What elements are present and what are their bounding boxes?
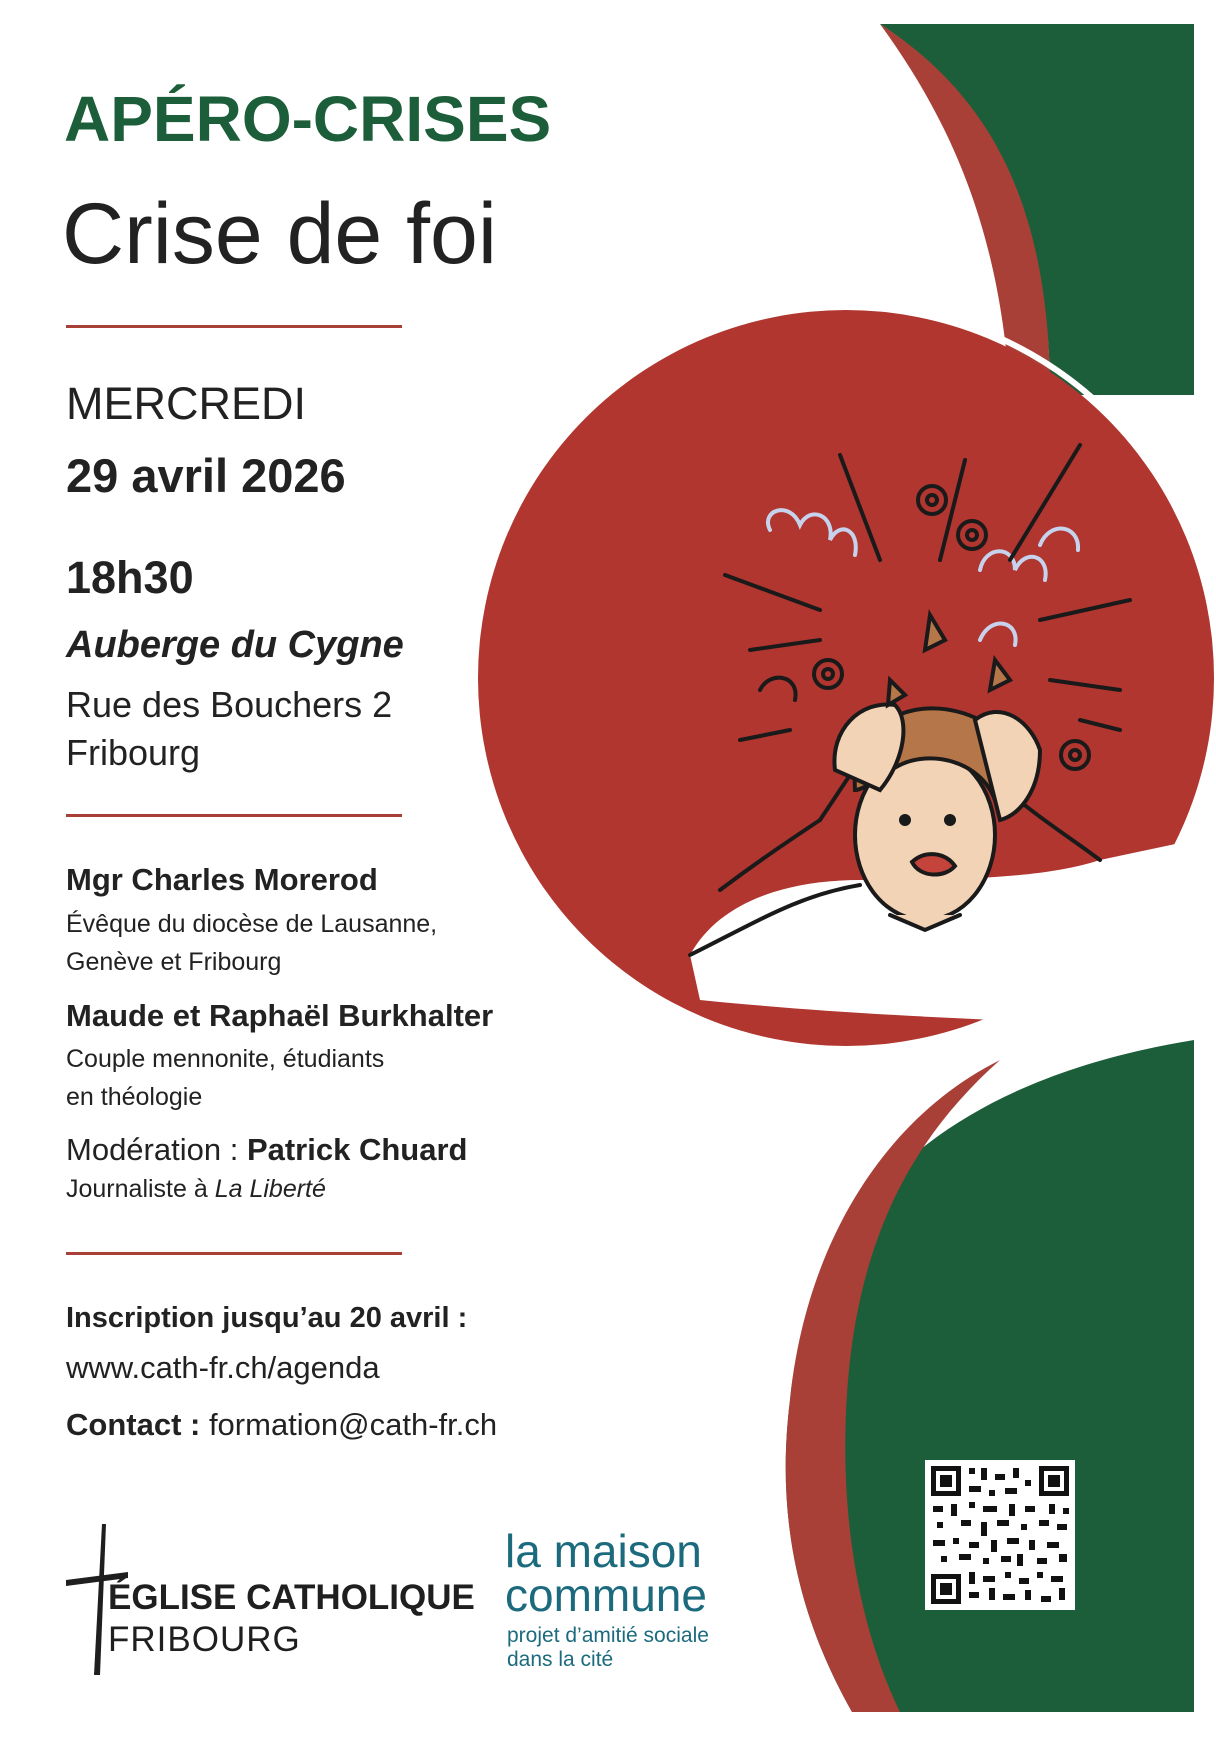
speaker-1-role-line2: Genève et Fribourg [66, 948, 282, 976]
page-title: Crise de foi [62, 186, 497, 282]
qr-code-icon[interactable] [925, 1460, 1075, 1610]
event-day: MERCREDI [66, 378, 307, 429]
moderation-label: Modération : [66, 1132, 247, 1167]
moderator-name: Patrick Chuard [246, 1132, 468, 1167]
registration-label: Inscription jusqu’au 20 avril : [66, 1302, 468, 1334]
speaker-2-name: Maude et Raphaël Burkhalter [66, 998, 494, 1033]
maison-logo-line1: la maison [505, 1525, 702, 1577]
event-venue: Auberge du Cygne [66, 624, 404, 666]
divider-1 [66, 325, 402, 328]
event-time: 18h30 [66, 552, 194, 603]
registration-url[interactable]: www.cath-fr.ch/agenda [66, 1350, 380, 1385]
maison-logo-line2: commune [505, 1569, 707, 1621]
divider-2 [66, 814, 402, 817]
series-title: APÉRO-CRISES [64, 83, 552, 155]
speaker-1-name: Mgr Charles Morerod [66, 862, 378, 897]
speaker-2-role-line2: en théologie [66, 1083, 203, 1111]
eglise-logo-line1: ÉGLISE CATHOLIQUE [108, 1578, 475, 1617]
moderator-role [66, 1175, 326, 1204]
contact-label: Contact : [66, 1407, 209, 1442]
speaker-1-role-line1: Évêque du diocèse de Lausanne, [66, 910, 438, 938]
eglise-logo-line2: FRIBOURG [108, 1620, 301, 1659]
maison-logo-tagline2: dans la cité [507, 1648, 614, 1671]
moderation [66, 1132, 467, 1168]
moderator-role-prefix: Journaliste à [66, 1175, 215, 1203]
contact [66, 1407, 497, 1443]
event-street: Rue des Bouchers 2 [66, 684, 393, 725]
divider-3 [66, 1252, 402, 1255]
speaker-2-role-line1: Couple mennonite, étudiants [66, 1045, 385, 1073]
maison-logo-tagline1: projet d’amitié sociale [507, 1624, 709, 1647]
moderator-outlet: La Liberté [214, 1175, 326, 1203]
event-city: Fribourg [66, 732, 201, 773]
event-date: 29 avril 2026 [66, 449, 346, 502]
contact-email[interactable]: formation@cath-fr.ch [208, 1407, 498, 1442]
